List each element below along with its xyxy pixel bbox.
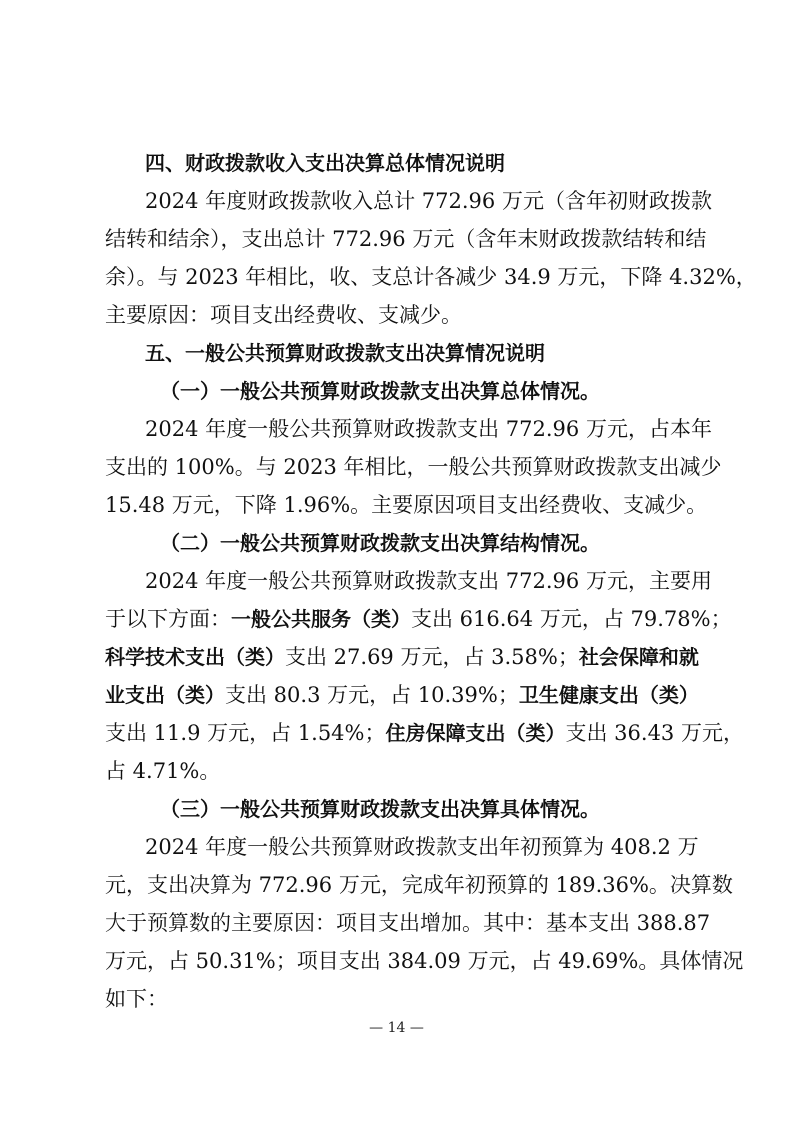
paragraph-line: 支出的 100%。与 2023 年相比，一般公共预算财政拨款支出减少: [105, 455, 722, 479]
paragraph-line: [105, 642, 699, 672]
section-heading-5: 五、一般公共预算财政拨款支出决算情况说明: [145, 341, 545, 365]
paragraph-line: 2024 年度财政拨款收入总计 772.96 万元（含年初财政拨款: [145, 189, 712, 213]
plain-text: 支出 616.64 万元，占 79.78%；: [411, 607, 732, 631]
paragraph-line: 万元，占 50.31%；项目支出 384.09 万元，占 49.69%。具体情况: [105, 949, 744, 973]
bold-category: 社会保障和就: [578, 645, 699, 669]
paragraph-line: 2024 年度一般公共预算财政拨款支出 772.96 万元，占本年: [145, 417, 712, 441]
section-heading-4: 四、财政拨款收入支出决算总体情况说明: [145, 151, 505, 175]
paragraph-line: 余）。与 2023 年相比，收、支总计各减少 34.9 万元，下降 4.32%，: [105, 265, 757, 289]
paragraph-line: 主要原因：项目支出经费收、支减少。: [105, 303, 462, 327]
paragraph-line: [105, 718, 744, 748]
bold-category: 卫生健康支出（类）: [518, 683, 699, 707]
plain-text: 支出 36.43 万元，: [565, 721, 744, 745]
paragraph-line: 占 4.71%。: [105, 759, 221, 783]
paragraph-line: [105, 680, 699, 710]
subsection-heading-1: （一）一般公共预算财政拨款支出决算总体情况。: [160, 379, 600, 403]
plain-text: 支出 11.9 万元，占 1.54%；: [105, 721, 386, 745]
subsection-heading-2: （二）一般公共预算财政拨款支出决算结构情况。: [160, 531, 600, 555]
bold-category: 业支出（类）: [105, 683, 225, 707]
plain-text: 于以下方面：: [105, 607, 231, 631]
paragraph-line: 元，支出决算为 772.96 万元，完成年初预算的 189.36%。决算数: [105, 873, 733, 897]
page-number: — 14 —: [369, 1020, 424, 1036]
plain-text: 支出 27.69 万元，占 3.58%；: [285, 645, 579, 669]
subsection-heading-3: （三）一般公共预算财政拨款支出决算具体情况。: [160, 797, 600, 821]
plain-text: 支出 80.3 万元，占 10.39%；: [225, 683, 519, 707]
paragraph-line: 结转和结余），支出总计 772.96 万元（含年末财政拨款结转和结: [105, 227, 707, 251]
paragraph-line: [105, 604, 732, 634]
paragraph-line: 2024 年度一般公共预算财政拨款支出 772.96 万元，主要用: [145, 569, 712, 593]
bold-category: 一般公共服务（类）: [231, 607, 411, 631]
paragraph-line: 15.48 万元，下降 1.96%。主要原因项目支出经费收、支减少。: [105, 493, 708, 517]
paragraph-line: 如下：: [105, 987, 168, 1011]
bold-category: 科学技术支出（类）: [105, 645, 285, 669]
paragraph-line: 2024 年度一般公共预算财政拨款支出年初预算为 408.2 万: [145, 835, 699, 859]
paragraph-line: 大于预算数的主要原因：项目支出增加。其中：基本支出 388.87: [105, 911, 711, 935]
bold-category: 住房保障支出（类）: [385, 721, 566, 745]
